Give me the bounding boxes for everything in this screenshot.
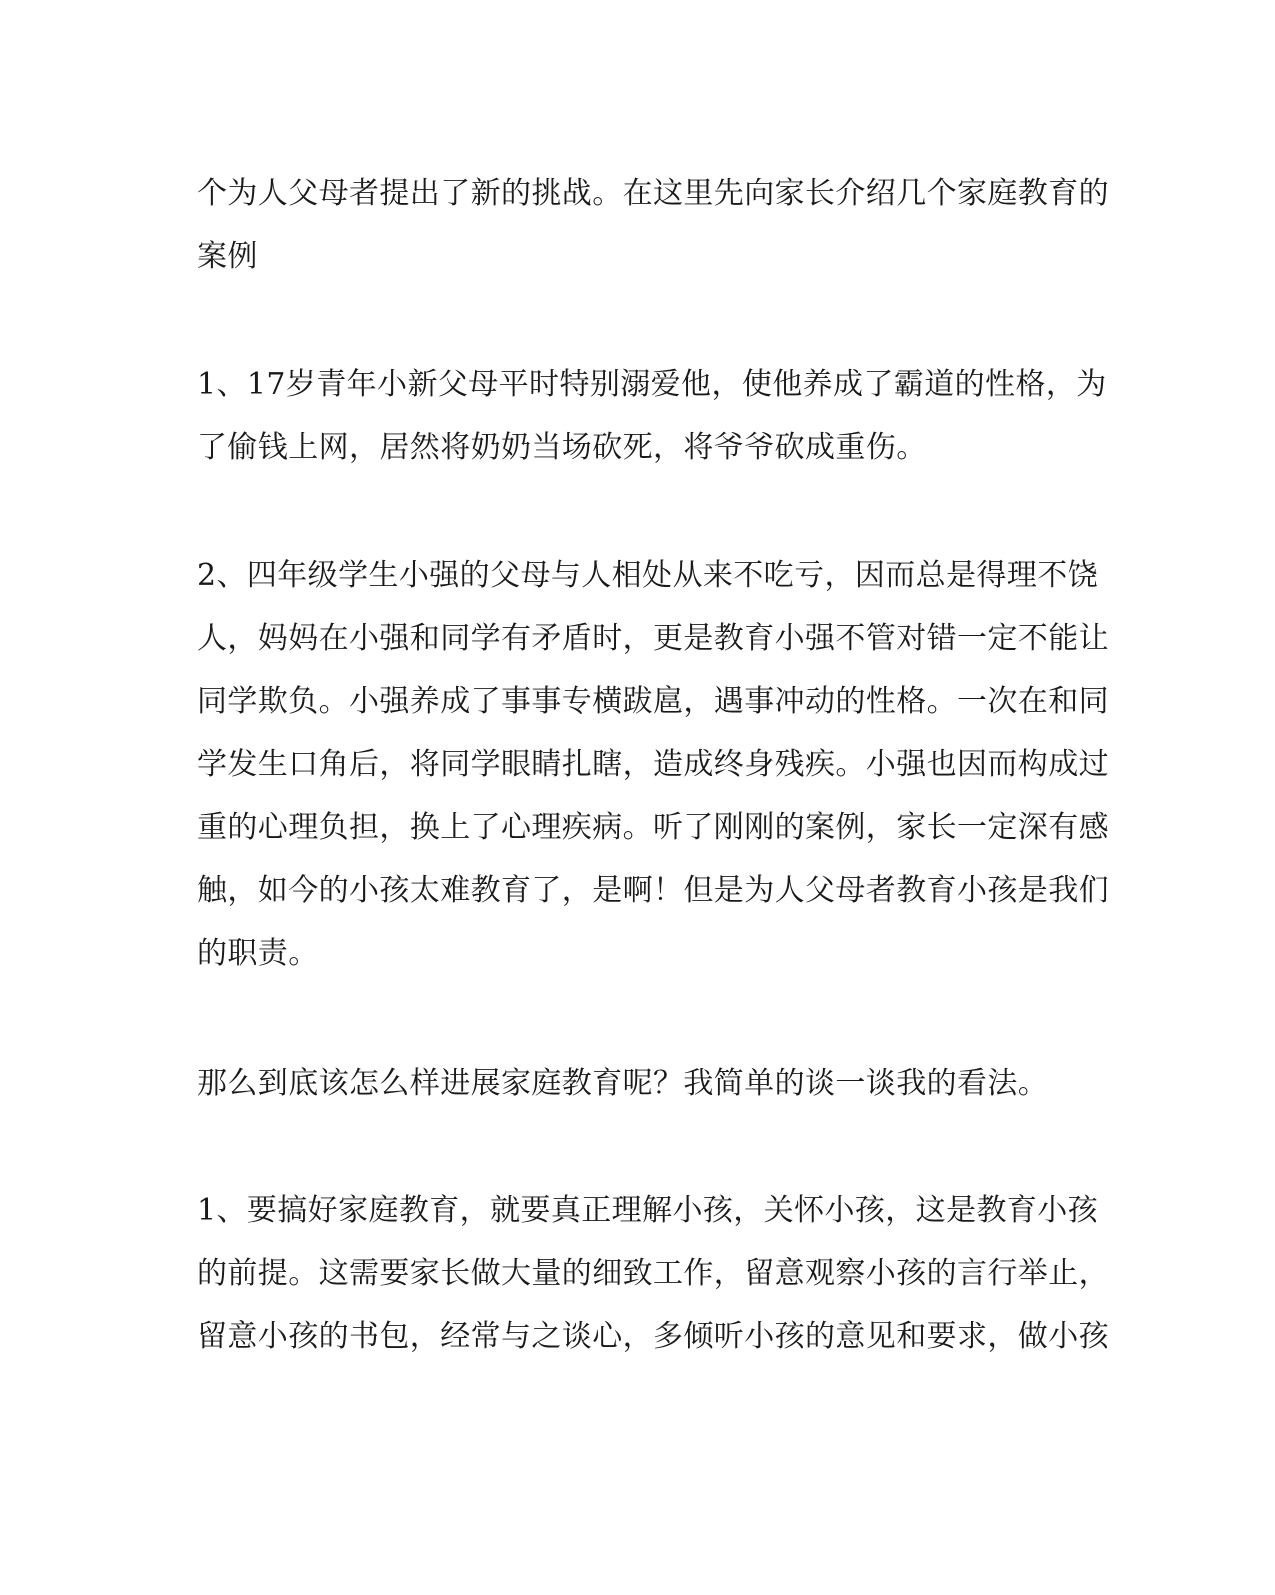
text-line: 重的心理负担，换上了心理疾病。听了刚刚的案例，家长一定深有感 <box>197 810 1109 845</box>
text-line: 学发生口角后，将同学眼睛扎瞎，造成终身残疾。小强也因而构成过 <box>197 747 1109 782</box>
paragraph-case-1 <box>197 353 1107 479</box>
text-line: 同学欺负。小强养成了事事专横跋扈，遇事冲动的性格。一次在和同 <box>197 684 1109 719</box>
paragraph-point-1 <box>197 1179 1109 1368</box>
text-line: 留意小孩的书包，经常与之谈心，多倾听小孩的意见和要求，做小孩 <box>197 1319 1109 1354</box>
text-line: 1、要搞好家庭教育，就要真正理解小孩，关怀小孩，这是教育小孩 <box>197 1193 1099 1228</box>
paragraph-intro <box>197 162 1109 288</box>
text-line: 案例 <box>197 239 258 274</box>
text-line: 2、四年级学生小强的父母与人相处从来不吃亏，因而总是得理不饶 <box>197 558 1099 593</box>
text-line: 个为人父母者提出了新的挑战。在这里先向家长介绍几个家庭教育的 <box>197 176 1109 211</box>
paragraph-case-2 <box>197 544 1109 985</box>
text-line: 那么到底该怎么样进展家庭教育呢？我简单的谈一谈我的看法。 <box>197 1066 1049 1101</box>
paragraph-question <box>197 1052 1077 1115</box>
text-line: 触，如今的小孩太难教育了，是啊！但是为人父母者教育小孩是我们 <box>197 873 1109 908</box>
text-line: 的前提。这需要家长做大量的细致工作，留意观察小孩的言行举止， <box>197 1256 1109 1291</box>
text-line: 人，妈妈在小强和同学有矛盾时，更是教育小强不管对错一定不能让 <box>197 621 1109 656</box>
text-line: 1、17岁青年小新父母平时特别溺爱他，使他养成了霸道的性格，为 <box>197 367 1107 402</box>
text-line: 了偷钱上网，居然将奶奶当场砍死，将爷爷砍成重伤。 <box>197 430 927 465</box>
text-line: 的职责。 <box>197 936 319 971</box>
